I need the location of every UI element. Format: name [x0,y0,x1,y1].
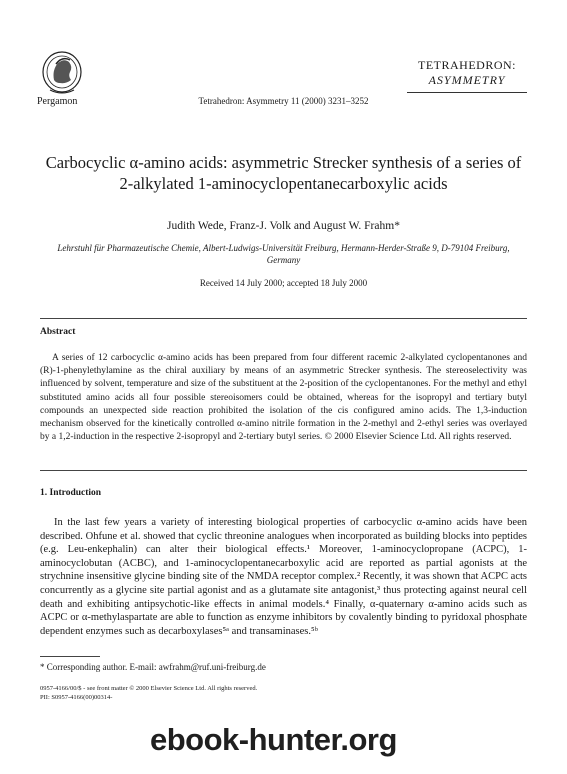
introduction-heading: 1. Introduction [40,488,102,498]
copyright-line: 0957-4166/00/$ - see front matter © 2000 Elsevier Science Ltd. All rights reserved. [40,685,258,692]
received-dates: Received 14 July 2000; accepted 18 July 2000 [199,278,368,288]
pii-line: PII: S0957-4166(00)00314- [40,694,113,701]
divider [40,470,527,471]
watermark: ebook-hunter.org [150,722,397,757]
journal-title-line2: ASYMMETRY [428,73,506,87]
footnote-divider [40,656,100,657]
publisher-logo [40,50,84,98]
copyright-notice [40,684,257,702]
journal-title-box [407,58,527,93]
introduction-text: In the last few years a variety of interesting biological properties of carbocyclic α-amino acids have been described. Ohfune et al. showed that cyclic threonine analogues when incorporated as building blocks into peptides (e.g. Leu-enkephalin) can alter their biological effects.¹ Moreover, 1-aminocyclopropane (ACPC), 1-aminocyclobutan (ACBC), and 1-aminocyclopentanecarboxylic acid are reported as partial agonists at the strychnine insensitive glycine binding site of the NMDA receptor complex.² Recently, it was shown that ACPC acts concurrently as a glycine site partial agonist and as a glutamate site antagonist,³ thus protecting against neural cell death and exhibiting antipsychotic-like effects in animal models.⁴ Finally, α-quaternary α-amino acids such as ACPC or α-methylaspartate are able to function as enzyme inhibitors by covalently binding to pyridoxal phosphate dependent enzymes such as decarboxylases⁵ᵃ and transaminases.⁵ᵇ [40,517,527,637]
abstract-text: A series of 12 carbocyclic α-amino acids has been prepared from four different racemic 2-alkylated cyclopentanones and (R)-1-phenylethylamine as the chiral auxiliary by means of an asymmetric Strecker synthesis. The stereoselectivity was influenced by solvent, temperature and size of the substituent at the 2-position of the cyclopentanones. For the methyl and ethyl substituted amino acids all four possible stereoisomers could be obtained, whereas for the isopropyl and tertiary butyl compounds an unexpected side reaction prohibited the isolation of the cis configured amino acids. The 1,3-induction mechanism observed for the kinetically controlled α-amino nitrile formation in the 2-methyl and 2-ethyl series was overlayed by a 1,2-induction in the respective 2-isopropyl and 2-tertiary butyl series. © 2000 Elsevier Science Ltd. All rights reserved. [40,353,527,443]
abstract-heading: Abstract [40,327,76,337]
divider [40,318,527,319]
corresponding-author-footnote: * Corresponding author. E-mail: awfrahm@ruf.uni-freiburg.de [40,662,266,672]
publisher-name: Pergamon [37,96,78,107]
author-list: Judith Wede, Franz-J. Volk and August W. Frahm* [167,220,400,232]
journal-title-line1: TETRAHEDRON: [418,58,516,72]
article-title: Carbocyclic α-amino acids: asymmetric Strecker synthesis of a series of 2-alkylated 1-aminocyclopentanecarboxylic acids [45,153,522,193]
affiliation: Lehrstuhl für Pharmazeutische Chemie, Albert-Ludwigs-Universität Freiburg, Hermann-Herder-Straße 9, D-79104 Freiburg, Germany [57,243,510,265]
journal-citation: Tetrahedron: Asymmetry 11 (2000) 3231–3252 [198,96,369,106]
